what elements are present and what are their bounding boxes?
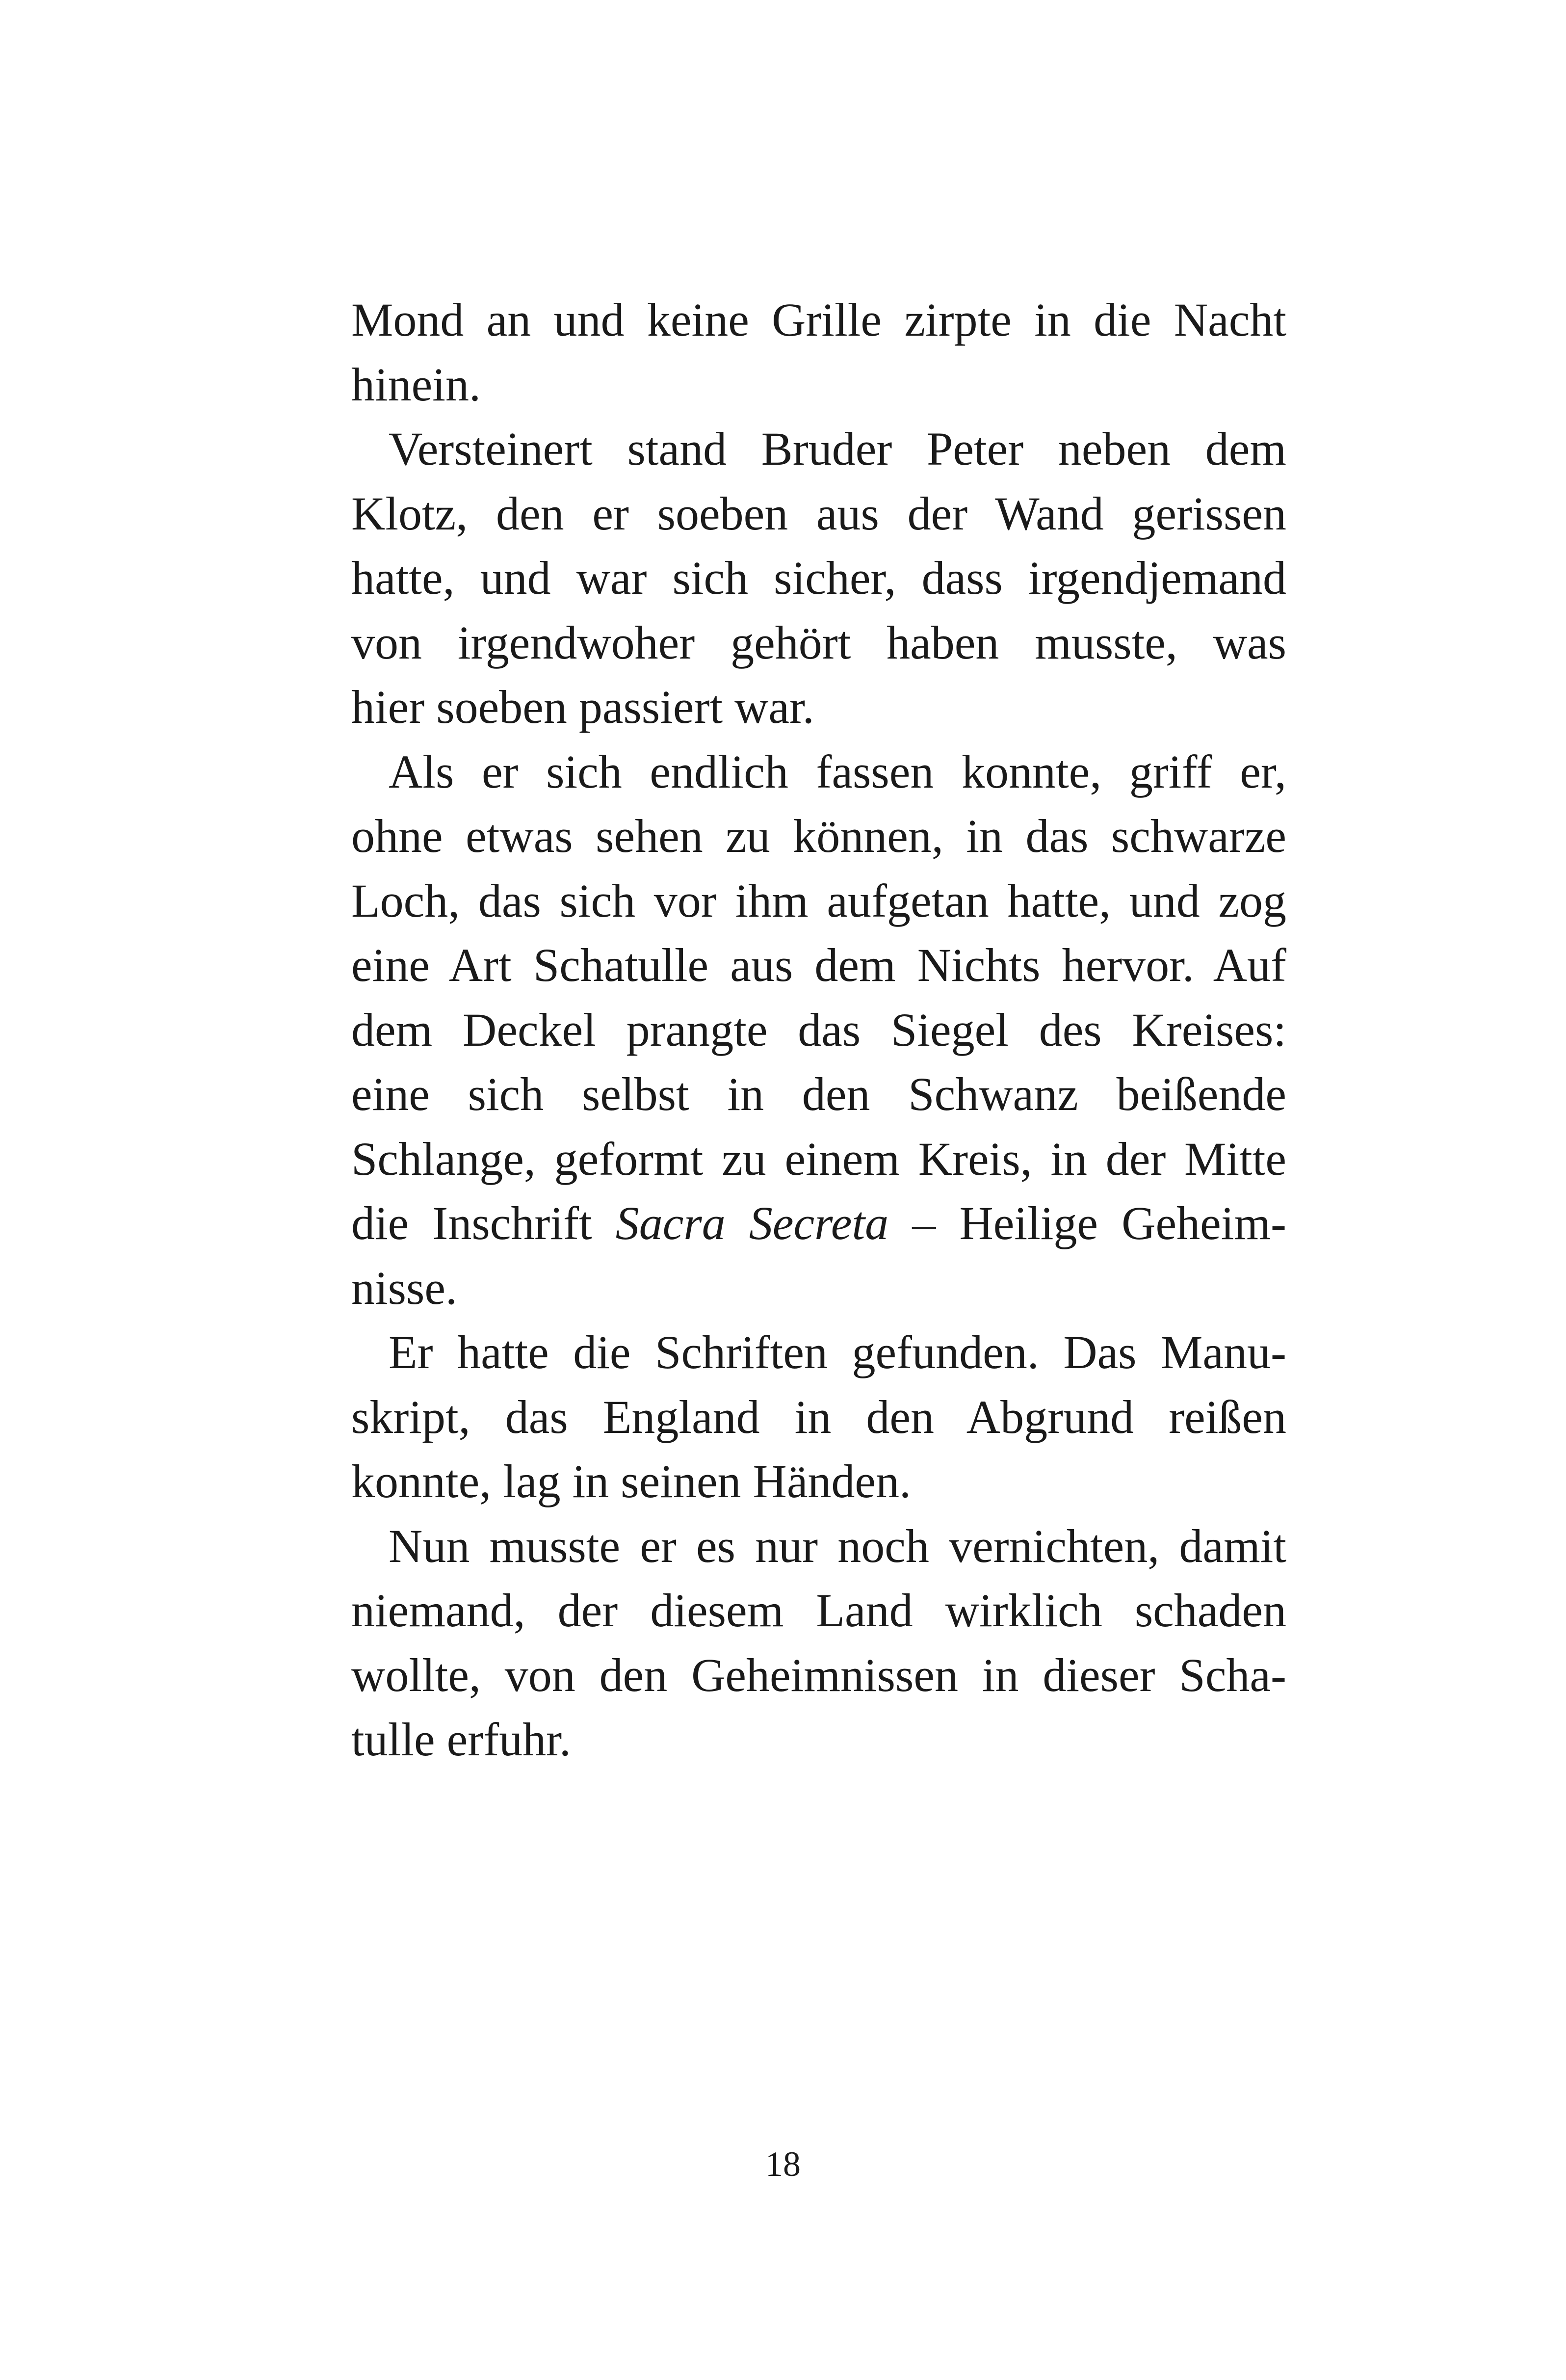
text-line: eine Art Schatulle aus dem Nichts hervor. Auf [351, 939, 1286, 991]
text-line: Nun musste er es nur noch vernichten, damit [389, 1519, 1286, 1572]
text-segment: – Heilige Geheim- [888, 1197, 1287, 1249]
text-line: Loch, das sich vor ihm aufgetan hatte, und zog [351, 874, 1286, 927]
text-line: hier soeben passiert war. [351, 681, 814, 733]
page-number: 18 [765, 2144, 801, 2184]
inscription-italic: Sacra Secreta [615, 1197, 889, 1249]
text-line: tulle erfuhr. [351, 1713, 571, 1766]
text-line: niemand, der diesem Land wirklich schaden [351, 1584, 1286, 1637]
text-segment: die Inschrift [351, 1197, 616, 1249]
text-line: dem Deckel prangte das Siegel des Kreises: [351, 1003, 1286, 1056]
page-body-text [351, 288, 1286, 1772]
text-line: hinein. [351, 358, 481, 411]
text-line: nisse. [351, 1261, 457, 1314]
text-line: Versteinert stand Bruder Peter neben dem [389, 423, 1286, 475]
text-line: Er hatte die Schriften gefunden. Das Manu- [389, 1326, 1286, 1378]
text-line: ohne etwas sehen zu können, in das schwarze [351, 810, 1286, 862]
text-line: Mond an und keine Grille zirpte in die Nacht [351, 293, 1286, 346]
text-line: wollte, von den Geheimnissen in dieser Scha- [351, 1648, 1286, 1701]
text-line: konnte, lag in seinen Händen. [351, 1455, 912, 1507]
text-line: Klotz, den er soeben aus der Wand gerissen [351, 487, 1286, 540]
text-line: eine sich selbst in den Schwanz beißende [351, 1068, 1286, 1120]
text-line: Schlange, geformt zu einem Kreis, in der Mitte [351, 1132, 1286, 1185]
text-line: hatte, und war sich sicher, dass irgendjemand [351, 552, 1286, 604]
text-line: von irgendwoher gehört haben musste, was [351, 616, 1286, 669]
text-line: skript, das England in den Abgrund reißen [351, 1390, 1286, 1443]
text-line [351, 1191, 1286, 1256]
text-line: Als er sich endlich fassen konnte, griff er, [389, 745, 1286, 798]
